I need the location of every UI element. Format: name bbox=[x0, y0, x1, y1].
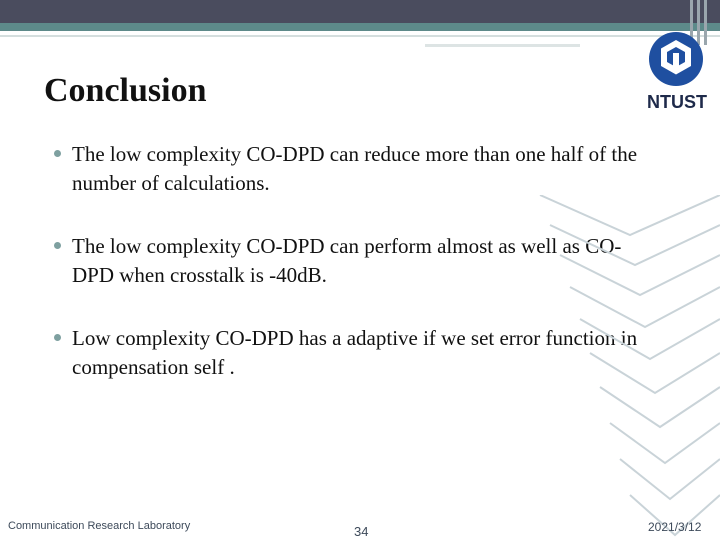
decorative-chevron-graphic bbox=[510, 195, 720, 540]
bullet-dot-icon bbox=[54, 334, 61, 341]
slide-title: Conclusion bbox=[44, 72, 207, 109]
bullet-text: The low complexity CO-DPD can reduce more than one half of the number of calculations. bbox=[72, 142, 638, 195]
footer-page-number: 34 bbox=[354, 524, 369, 539]
footer-organization: Communication Research Laboratory bbox=[8, 520, 191, 532]
title-accent-line bbox=[425, 44, 580, 47]
bullet-dot-icon bbox=[54, 150, 61, 157]
footer-date: 2021/3/12 bbox=[648, 520, 702, 534]
bullet-dot-icon bbox=[54, 242, 61, 249]
header-bar bbox=[0, 0, 720, 23]
bullet-text: The low complexity CO-DPD can perform almost as well as CO-DPD when crosstalk is -40dB. bbox=[72, 234, 622, 287]
header-accent-line bbox=[0, 23, 720, 31]
header-thin-line bbox=[0, 35, 720, 37]
bullet-item bbox=[54, 140, 654, 198]
bullet-text: Low complexity CO-DPD has a adaptive if we set error function in compensation self . bbox=[72, 326, 638, 379]
logo-text: NTUST bbox=[647, 92, 707, 112]
